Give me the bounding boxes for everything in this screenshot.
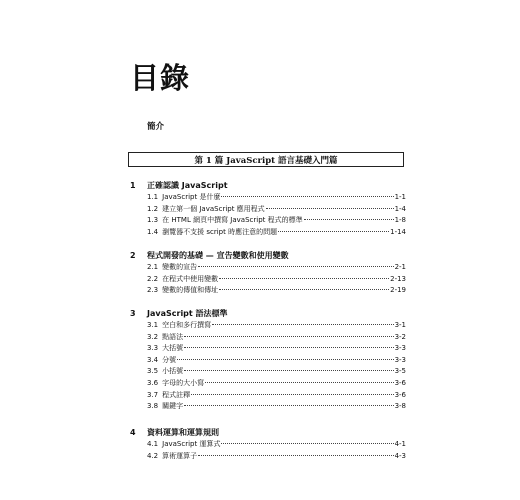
toc-entry <box>130 274 406 286</box>
entry-number: 3.7 <box>147 390 159 399</box>
entry-title: 程式註釋 <box>162 390 191 399</box>
entry-number: 3.6 <box>147 378 159 387</box>
entry-number: 3.2 <box>147 332 159 341</box>
entry-title: 算術運算子 <box>162 451 198 460</box>
toc-entry <box>130 192 406 204</box>
entry-title: 大括號 <box>162 344 184 353</box>
entry-number: 3.4 <box>147 355 159 364</box>
part-heading: 第 1 篇 JavaScript 語言基礎入門篇 <box>128 152 404 167</box>
toc-entry <box>130 366 406 378</box>
chapter-title: 程式開發的基礎 — 宣告變數和使用變數 <box>147 251 289 260</box>
page-title: 目錄 <box>130 61 191 95</box>
toc-entry <box>130 355 406 367</box>
leader-dots <box>219 289 389 290</box>
entry-page: 1-8 <box>394 216 406 225</box>
toc-entry <box>130 227 406 239</box>
chapter-number: 4 <box>130 428 136 437</box>
leader-dots <box>212 324 393 325</box>
toc-entry <box>130 401 406 413</box>
entry-number: 2.3 <box>147 286 159 295</box>
entry-page: 2-13 <box>390 274 406 283</box>
entry-page: 3-2 <box>394 332 406 341</box>
leader-dots <box>266 208 394 209</box>
intro-heading: 簡介 <box>147 122 165 132</box>
entry-title: 在程式中使用變數 <box>162 274 219 283</box>
entry-number: 3.3 <box>147 344 159 353</box>
entry-number: 2.1 <box>147 263 159 271</box>
leader-dots <box>219 278 389 279</box>
leader-dots <box>205 382 393 383</box>
entry-page: 1-14 <box>390 227 406 236</box>
entry-number: 4.2 <box>147 451 159 460</box>
toc-entry <box>130 320 406 332</box>
entry-title: 變數的傳值和傳址 <box>162 286 219 295</box>
leader-dots <box>221 443 393 444</box>
toc-entry <box>130 390 406 402</box>
entry-page: 2-1 <box>394 263 406 271</box>
chapter-number: 3 <box>130 309 136 318</box>
entry-title: 字母的大小寫 <box>162 378 205 387</box>
entry-number: 4.1 <box>147 440 159 448</box>
leader-dots <box>177 359 393 360</box>
entry-page: 4-1 <box>394 440 406 448</box>
chapter-2 <box>130 249 406 297</box>
chapter-title: JavaScript 語法標準 <box>147 309 228 318</box>
leader-dots <box>184 405 393 406</box>
chapter-heading <box>130 426 406 439</box>
entry-number: 1.3 <box>147 216 159 225</box>
entry-page: 2-19 <box>390 286 406 295</box>
entry-number: 3.1 <box>147 321 159 329</box>
entry-page: 3-3 <box>394 355 406 364</box>
leader-dots <box>184 336 393 337</box>
entry-number: 1.4 <box>147 227 159 236</box>
chapter-4 <box>130 426 406 462</box>
entry-title: 變數的宣告 <box>162 263 198 271</box>
toc-entry <box>130 285 406 297</box>
entry-number: 1.2 <box>147 204 159 213</box>
chapter-heading <box>130 249 406 262</box>
entry-page: 3-6 <box>394 390 406 399</box>
leader-dots <box>184 370 393 371</box>
leader-dots <box>184 347 393 348</box>
entry-page: 4-3 <box>394 451 406 460</box>
leader-dots <box>304 219 394 220</box>
entry-number: 1.1 <box>147 193 159 201</box>
entry-page: 3-1 <box>394 321 406 329</box>
entry-title: 建立第一個 JavaScript 應用程式 <box>162 204 265 213</box>
entry-title: JavaScript 是什麼 <box>162 193 221 201</box>
entry-title: 點語法 <box>162 332 184 341</box>
entry-page: 3-3 <box>394 344 406 353</box>
chapter-title: 正確認識 JavaScript <box>147 181 228 190</box>
leader-dots <box>221 196 393 197</box>
entry-page: 3-5 <box>394 367 406 376</box>
entry-title: 空白和多行撰寫 <box>162 321 212 329</box>
entry-page: 3-8 <box>394 402 406 411</box>
chapter-heading <box>130 307 406 320</box>
toc-entry <box>130 262 406 274</box>
toc-entry <box>130 451 406 463</box>
chapter-title: 資料運算和運算規則 <box>147 428 219 437</box>
leader-dots <box>278 231 389 232</box>
entry-title: 瀏覽器不支援 script 時應注意的問題 <box>162 227 278 236</box>
chapter-number: 2 <box>130 251 136 260</box>
entry-title: 小括號 <box>162 367 184 376</box>
entry-number: 2.2 <box>147 274 159 283</box>
leader-dots <box>198 266 393 267</box>
toc-entry <box>130 204 406 216</box>
entry-page: 3-6 <box>394 378 406 387</box>
toc-entry <box>130 343 406 355</box>
entry-number: 3.8 <box>147 402 159 411</box>
chapter-number: 1 <box>130 181 136 190</box>
chapter-3 <box>130 307 406 413</box>
chapter-heading <box>130 179 406 192</box>
toc-entry <box>130 378 406 390</box>
entry-number: 3.5 <box>147 367 159 376</box>
entry-title: JavaScript 運算式 <box>162 440 221 448</box>
entry-page: 1-1 <box>394 193 406 201</box>
entry-title: 分號 <box>162 355 177 364</box>
toc-entry <box>130 332 406 344</box>
chapter-1 <box>130 179 406 238</box>
leader-dots <box>198 455 393 456</box>
entry-page: 1-4 <box>394 204 406 213</box>
leader-dots <box>191 394 393 395</box>
toc-entry <box>130 439 406 451</box>
entry-title: 在 HTML 網頁中撰寫 JavaScript 程式的標準 <box>162 216 303 225</box>
entry-title: 關鍵字 <box>162 402 184 411</box>
toc-entry <box>130 215 406 227</box>
